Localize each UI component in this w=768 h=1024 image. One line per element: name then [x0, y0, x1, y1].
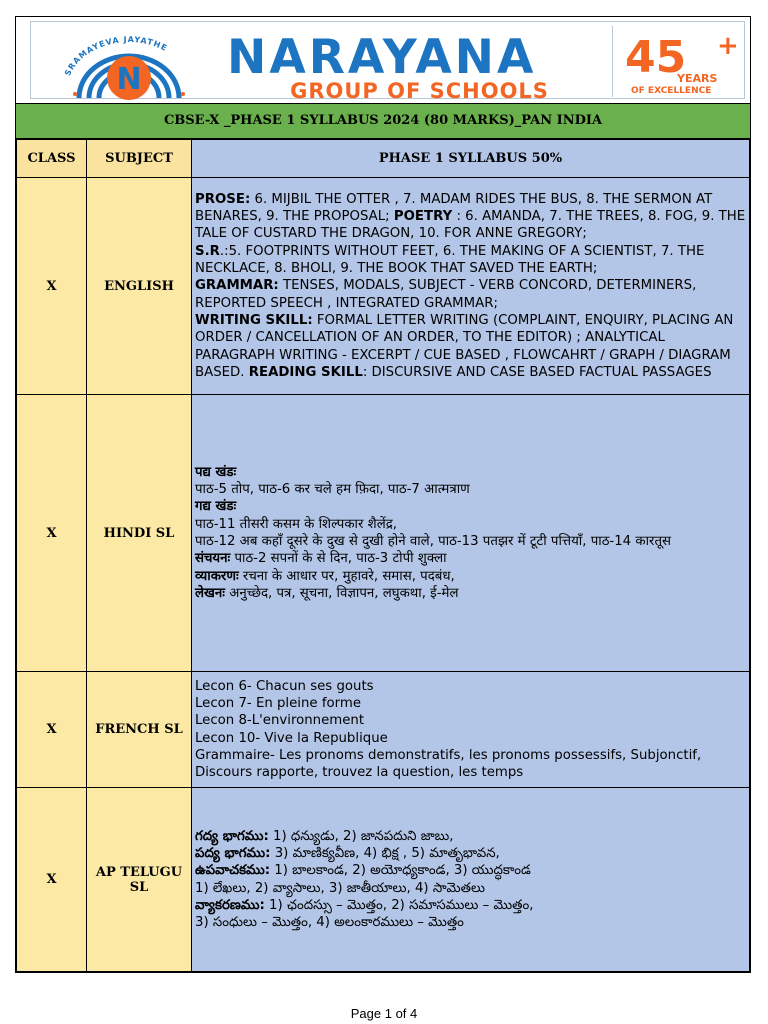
- segment-label: READING SKILL: [248, 364, 363, 380]
- segment-label: S.R: [195, 243, 220, 259]
- segment-text: FORMAL LETTER WRITING (COMPLAINT, ENQUIRY, PLACING AN ORDER / CANCELLATION OF AN ORDER, TO THE EDITOR) ; ANALYTICAL PARAGRAPH WRITING - EXCERPT / CUE BASED , FLOWCAHRT / GRAPH / DIAGRAM BASED.: [195, 312, 734, 380]
- brand-subtitle: GROUP OF SCHOOLS: [290, 79, 549, 103]
- header-banner: [16, 17, 750, 104]
- french-line: Lecon 6- Chacun ses gouts: [195, 678, 374, 694]
- school-seal-logo: [49, 28, 209, 102]
- badge-plus: +: [717, 31, 739, 61]
- subject-cell: AP TELUGU SL: [87, 788, 192, 972]
- anniversary-badge-graphic: [619, 30, 741, 96]
- segment-text: : DISCURSIVE AND CASE BASED FACTUAL PASSAGES: [362, 364, 712, 380]
- segment-text: .:5. FOOTPRINTS WITHOUT FEET, 6. THE MAKING OF A SCIENTIST, 7. THE NECKLACE, 8. BHOLI, 9. THE BOOK THAT SAVED THE EARTH;: [195, 243, 705, 277]
- hindi-line: [195, 481, 746, 498]
- line-text: 3) సంధులు – మొత్తం, 4) అలంకారములు – మొత్తం: [195, 915, 464, 931]
- telugu-line: [195, 862, 746, 879]
- telugu-line: [195, 828, 746, 845]
- line-label: పద్య భాగము:: [195, 845, 271, 861]
- line-text: पाठ-11 तीसरी कसम के शिल्पकार शैलेंद्र,: [195, 516, 398, 532]
- syllabus-title: CBSE-X _PHASE 1 SYLLABUS 2024 (80 MARKS)_PAN INDIA: [16, 104, 750, 139]
- line-label: लेखनः: [195, 585, 225, 601]
- line-text: 3) మాణిక్యవీణ, 4) భిక్ష , 5) మాతృభావన,: [270, 845, 500, 861]
- line-text: अनुच्छेद, पत्र, सूचना, विज्ञापन, लघुकथा, ई-मेल: [224, 585, 459, 601]
- french-line: Grammaire- Les pronoms demonstratifs, les pronoms possessifs, Subjonctif, Discours rapporte, trouvez la question, les temps: [195, 747, 702, 781]
- line-text: 1) ఛందస్సు – మొత్తం, 2) సమాసములు – మొత్తం,: [264, 897, 534, 913]
- line-label: संचयनः: [195, 551, 231, 567]
- page-number: Page 1 of 4: [350, 1006, 418, 1021]
- brand-name: NARAYANA: [227, 30, 537, 85]
- subject-cell: ENGLISH: [87, 178, 192, 395]
- french-line: Lecon 10- Vive la Republique: [195, 730, 388, 746]
- subject-cell: HINDI SL: [87, 395, 192, 672]
- badge-excellence: OF EXCELLENCE: [631, 86, 712, 96]
- english-para-grammar: [195, 277, 746, 312]
- french-line: Lecon 8-L'environnement: [195, 713, 365, 729]
- line-text: रचना के आधार पर, मुहावरे, समास, पदबंध,: [238, 568, 455, 584]
- badge-number: 45: [625, 32, 687, 83]
- table-row-english: [17, 178, 750, 395]
- english-syllabus: [192, 178, 750, 395]
- header-subject: SUBJECT: [87, 140, 192, 178]
- segment-label: GRAMMAR:: [195, 278, 279, 294]
- table-row-telugu: [17, 788, 750, 972]
- french-syllabus: [192, 672, 750, 788]
- class-cell: X: [17, 395, 87, 672]
- line-label: व्याकरणः: [195, 568, 239, 584]
- line-label: गद्य खंडः: [195, 499, 237, 515]
- brand-wordmark: [227, 30, 612, 103]
- line-text: 1) బాలకాండ, 2) అయోధ్యకాండ, 3) యుద్ధకాండ: [270, 863, 531, 879]
- subject-cell: FRENCH SL: [87, 672, 192, 788]
- english-para-writing: [195, 312, 746, 381]
- hindi-line: [195, 516, 746, 533]
- hindi-line: [195, 550, 746, 567]
- badge-years: YEARS: [677, 72, 718, 85]
- syllabus-table: [16, 139, 750, 972]
- hindi-line: [195, 585, 746, 602]
- header-class: CLASS: [17, 140, 87, 178]
- syllabus-sheet: [15, 16, 751, 973]
- class-cell: X: [17, 788, 87, 972]
- line-text: 1) ధన్యుడు, 2) జానపదుని జాబు,: [268, 828, 454, 844]
- class-cell: X: [17, 178, 87, 395]
- segment-label: WRITING SKILL:: [195, 312, 313, 328]
- class-cell: X: [17, 672, 87, 788]
- telugu-line: [195, 914, 746, 931]
- telugu-line: [195, 845, 746, 862]
- hindi-line: [195, 498, 746, 515]
- line-label: पद्य खंडः: [195, 464, 237, 480]
- telugu-line: [195, 880, 746, 897]
- table-row-french: [17, 672, 750, 788]
- french-line: Lecon 7- En pleine forme: [195, 695, 362, 711]
- segment-text: TENSES, MODALS, SUBJECT - VERB CONCORD, DETERMINERS, REPORTED SPEECH , INTEGRATED GRAMMAR;: [195, 278, 697, 311]
- segment-label: PROSE:: [195, 191, 251, 207]
- table-header-row: [17, 140, 750, 178]
- hindi-line: [195, 464, 746, 481]
- line-text: 1) లేఖలు, 2) వ్యాసాలు, 3) జాతీయాలు, 4) సామెతలు: [195, 880, 485, 896]
- segment-text: 6. MIJBIL THE OTTER , 7. MADAM RIDES THE BUS, 8. THE SERMON AT BENARES, 9. THE PROPOSAL;: [195, 191, 713, 225]
- line-text: पाठ-12 अब कहाँ दूसरे के दुख से दुखी होने वाले, पाठ-13 पतझर में टूटी पत्तियाँ, पाठ-14 कारतूस: [195, 534, 672, 549]
- header-phase-syllabus: PHASE 1 SYLLABUS 50%: [192, 140, 750, 178]
- hindi-syllabus: [192, 395, 750, 672]
- line-text: पाठ-2 सपनों के से दिन, पाठ-3 टोपी शुक्ला: [230, 551, 447, 567]
- segment-text: : 6. AMANDA, 7. THE TREES, 8. FOG, 9. THE TALE OF CUSTARD THE DRAGON, 10. FOR ANNE GREGORY;: [195, 209, 746, 242]
- line-label: గద్య భాగము:: [195, 828, 269, 844]
- line-label: ఉపవాచకము:: [195, 863, 271, 879]
- hindi-line: [195, 533, 746, 550]
- english-para-sr: [195, 243, 746, 278]
- line-text: पाठ-5 तोप, पाठ-6 कर चले हम फ़िदा, पाठ-7 आत्मत्राण: [195, 482, 470, 498]
- telugu-line: [195, 897, 746, 914]
- seal-letter: N: [116, 62, 142, 97]
- anniversary-badge: [612, 26, 746, 97]
- telugu-syllabus: [192, 788, 750, 972]
- line-label: వ్యాకరణము:: [195, 897, 265, 913]
- logo-frame: [30, 21, 745, 103]
- hindi-line: [195, 568, 746, 585]
- seal-motto: SRAMAYEVA JAYATHE: [63, 34, 170, 78]
- table-row-hindi: [17, 395, 750, 672]
- segment-label: POETRY: [393, 209, 453, 225]
